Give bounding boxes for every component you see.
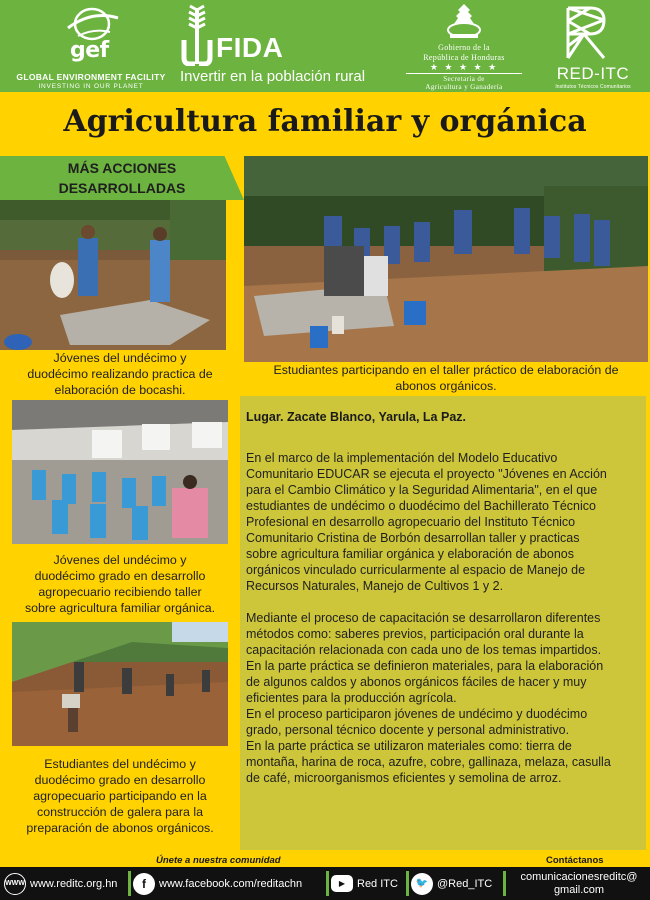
gef-logo [8,4,170,88]
email-line-2: gmail.com [553,883,605,896]
caption-line: preparación de abonos orgánicos. [26,821,214,835]
caption-photo-taller-abonos [244,362,648,394]
text-line: Comunitario EDUCAR se ejecuta el proyecto "Jóvenes en Acción [246,467,607,481]
section-tab-line: DESARROLLADAS [58,180,186,196]
gef-tagline: INVESTING IN OUR PLANET [38,83,144,90]
footer-divider [503,871,506,896]
caption-line: elaboración de bocashi. [54,383,186,397]
facebook-link[interactable] [133,867,302,900]
twitter-link[interactable] [411,867,492,900]
wheat-icon [180,4,214,66]
photo-bocashi [0,200,226,350]
fida-logo [176,4,390,88]
youtube-link[interactable] [331,867,398,900]
website-text: www.reditc.org.hn [30,877,118,890]
text-line: grado, personal técnico docente y personal administrativo. [246,723,570,737]
caption-line: Estudiantes del undécimo y [44,757,196,771]
red-itc-subtitle: Institutos Técnicos Comunitarios [555,84,631,90]
text-line: Mediante el proceso de capacitación se desarrollaron diferentes [246,611,601,625]
youtube-icon: ▶ [331,875,353,892]
paragraph-2 [246,610,642,786]
gov-line-2: República de Honduras [423,53,505,62]
caption-line: duodécimo realizando practica de [27,367,213,381]
location-label: Lugar. Zacate Blanco, Yarula, La Paz. [246,410,466,424]
text-line: En el proceso participaron jóvenes de undécimo y duodécimo [246,707,588,721]
gov-stars: ★ ★ ★ ★ ★ [429,62,499,72]
footer-divider [128,871,131,896]
page-title: Agricultura familiar y orgánica [63,104,587,139]
header-banner [0,0,650,92]
caption-line: construcción de galera para la [37,805,203,819]
red-itc-logo-text: RED-ITC [556,64,630,83]
twitter-icon: 🐦 [411,873,433,895]
text-line: Comunitario Cristina de Borbón desarrollan taller y practicas [246,531,580,545]
text-line: En el marco de la implementación del Modelo Educativo [246,451,558,465]
caption-line: Estudiantes participando en el taller práctico de elaboración de [273,363,619,377]
website-link[interactable] [4,867,117,900]
caption-line: duodécimo grado en desarrollo [34,773,206,787]
photo-classroom [12,400,228,544]
red-itc-mark-icon [564,6,608,60]
section-tab-line: MÁS ACCIONES [67,160,177,176]
twitter-text: @Red_ITC [437,877,493,890]
text-line: montaña, harina de roca, azufre, cobre, gallinaza, melaza, casulla [246,755,611,769]
footer-bar [0,867,650,900]
email-link[interactable] [508,867,650,900]
text-line: métodos como: saberes previos, participación oral durante la [246,627,584,641]
gov-line-1: Gobierno de la [438,43,490,52]
youtube-text: Red ITC [357,877,398,890]
text-line: Recursos Naturales, Manejo de Cultivos 1 y 2. [246,579,504,593]
text-line: orgánicos vinculado curricularmente al espacio de Manejo de [246,563,586,577]
email-line-1: comunicacionesreditc@ [520,870,638,883]
gef-name: GLOBAL ENVIRONMENT FACILITY [16,72,166,82]
gov-line-3: Secretaría de [443,75,485,83]
photo-taller-abonos [244,156,648,362]
photo-galera [12,622,228,746]
fida-logo-text: FIDA [216,32,284,63]
article-panel [240,396,646,850]
caption-line: abonos orgánicos. [395,379,497,393]
gov-line-4: Agricultura y Ganadería [425,83,503,91]
text-line: para el Cambio Climático y la Seguridad Alimentaria", en el que [246,483,598,497]
text-line: Profesional en desarrollo agropecuario del Instituto Técnico [246,515,576,529]
caption-line: Jóvenes del undécimo y [53,553,187,567]
section-tab-label [0,158,244,198]
facebook-text: www.facebook.com/reditachn [159,877,303,890]
text-line: sobre agricultura familiar orgánica y elaboración de abonos [246,547,574,561]
caption-line: agropecuario participando en la [33,789,207,803]
footer-divider [406,871,409,896]
article-body [246,450,642,786]
coat-of-arms-icon [444,2,484,40]
fida-tagline: Invertir en la población rural [180,68,366,85]
paragraph-1 [246,450,642,594]
text-line: En la parte práctica se utilizaron materiales como: tierra de [246,739,572,753]
text-line: estudiantes de undécimo o duodécimo del Bachillerato Técnico [246,499,596,513]
text-line: de café, microorganismos eficientes y semolina de arroz. [246,771,562,785]
caption-line: Jóvenes del undécimo y [53,351,187,365]
text-line: capacitación relacionada con cada uno de los temas impartidos. [246,643,602,657]
gov-divider [406,73,522,74]
caption-line: sobre agricultura familiar orgánica. [24,601,216,615]
join-community-label: Únete a nuestra comunidad [156,855,281,866]
caption-line: duodécimo grado en desarrollo [34,569,206,583]
facebook-icon: f [133,873,155,895]
text-line: eficientes para la producción agrícola. [246,691,457,705]
caption-line: agropecuario recibiendo taller [38,585,202,599]
caption-photo-galera [0,756,240,836]
red-itc-logo [540,4,646,90]
gef-logo-text: gef [70,38,109,63]
honduras-government-logo [396,2,532,90]
text-line: En la parte práctica se definieron materiales, para la elaboración [246,659,604,673]
caption-photo-bocashi [0,350,240,398]
globe-icon: WWW [4,873,26,895]
text-line: de algunos caldos y abonos orgánicos fáciles de hacer y muy [246,675,587,689]
caption-photo-classroom [0,552,240,616]
contact-label: Contáctanos [546,855,604,866]
footer-divider [326,871,329,896]
